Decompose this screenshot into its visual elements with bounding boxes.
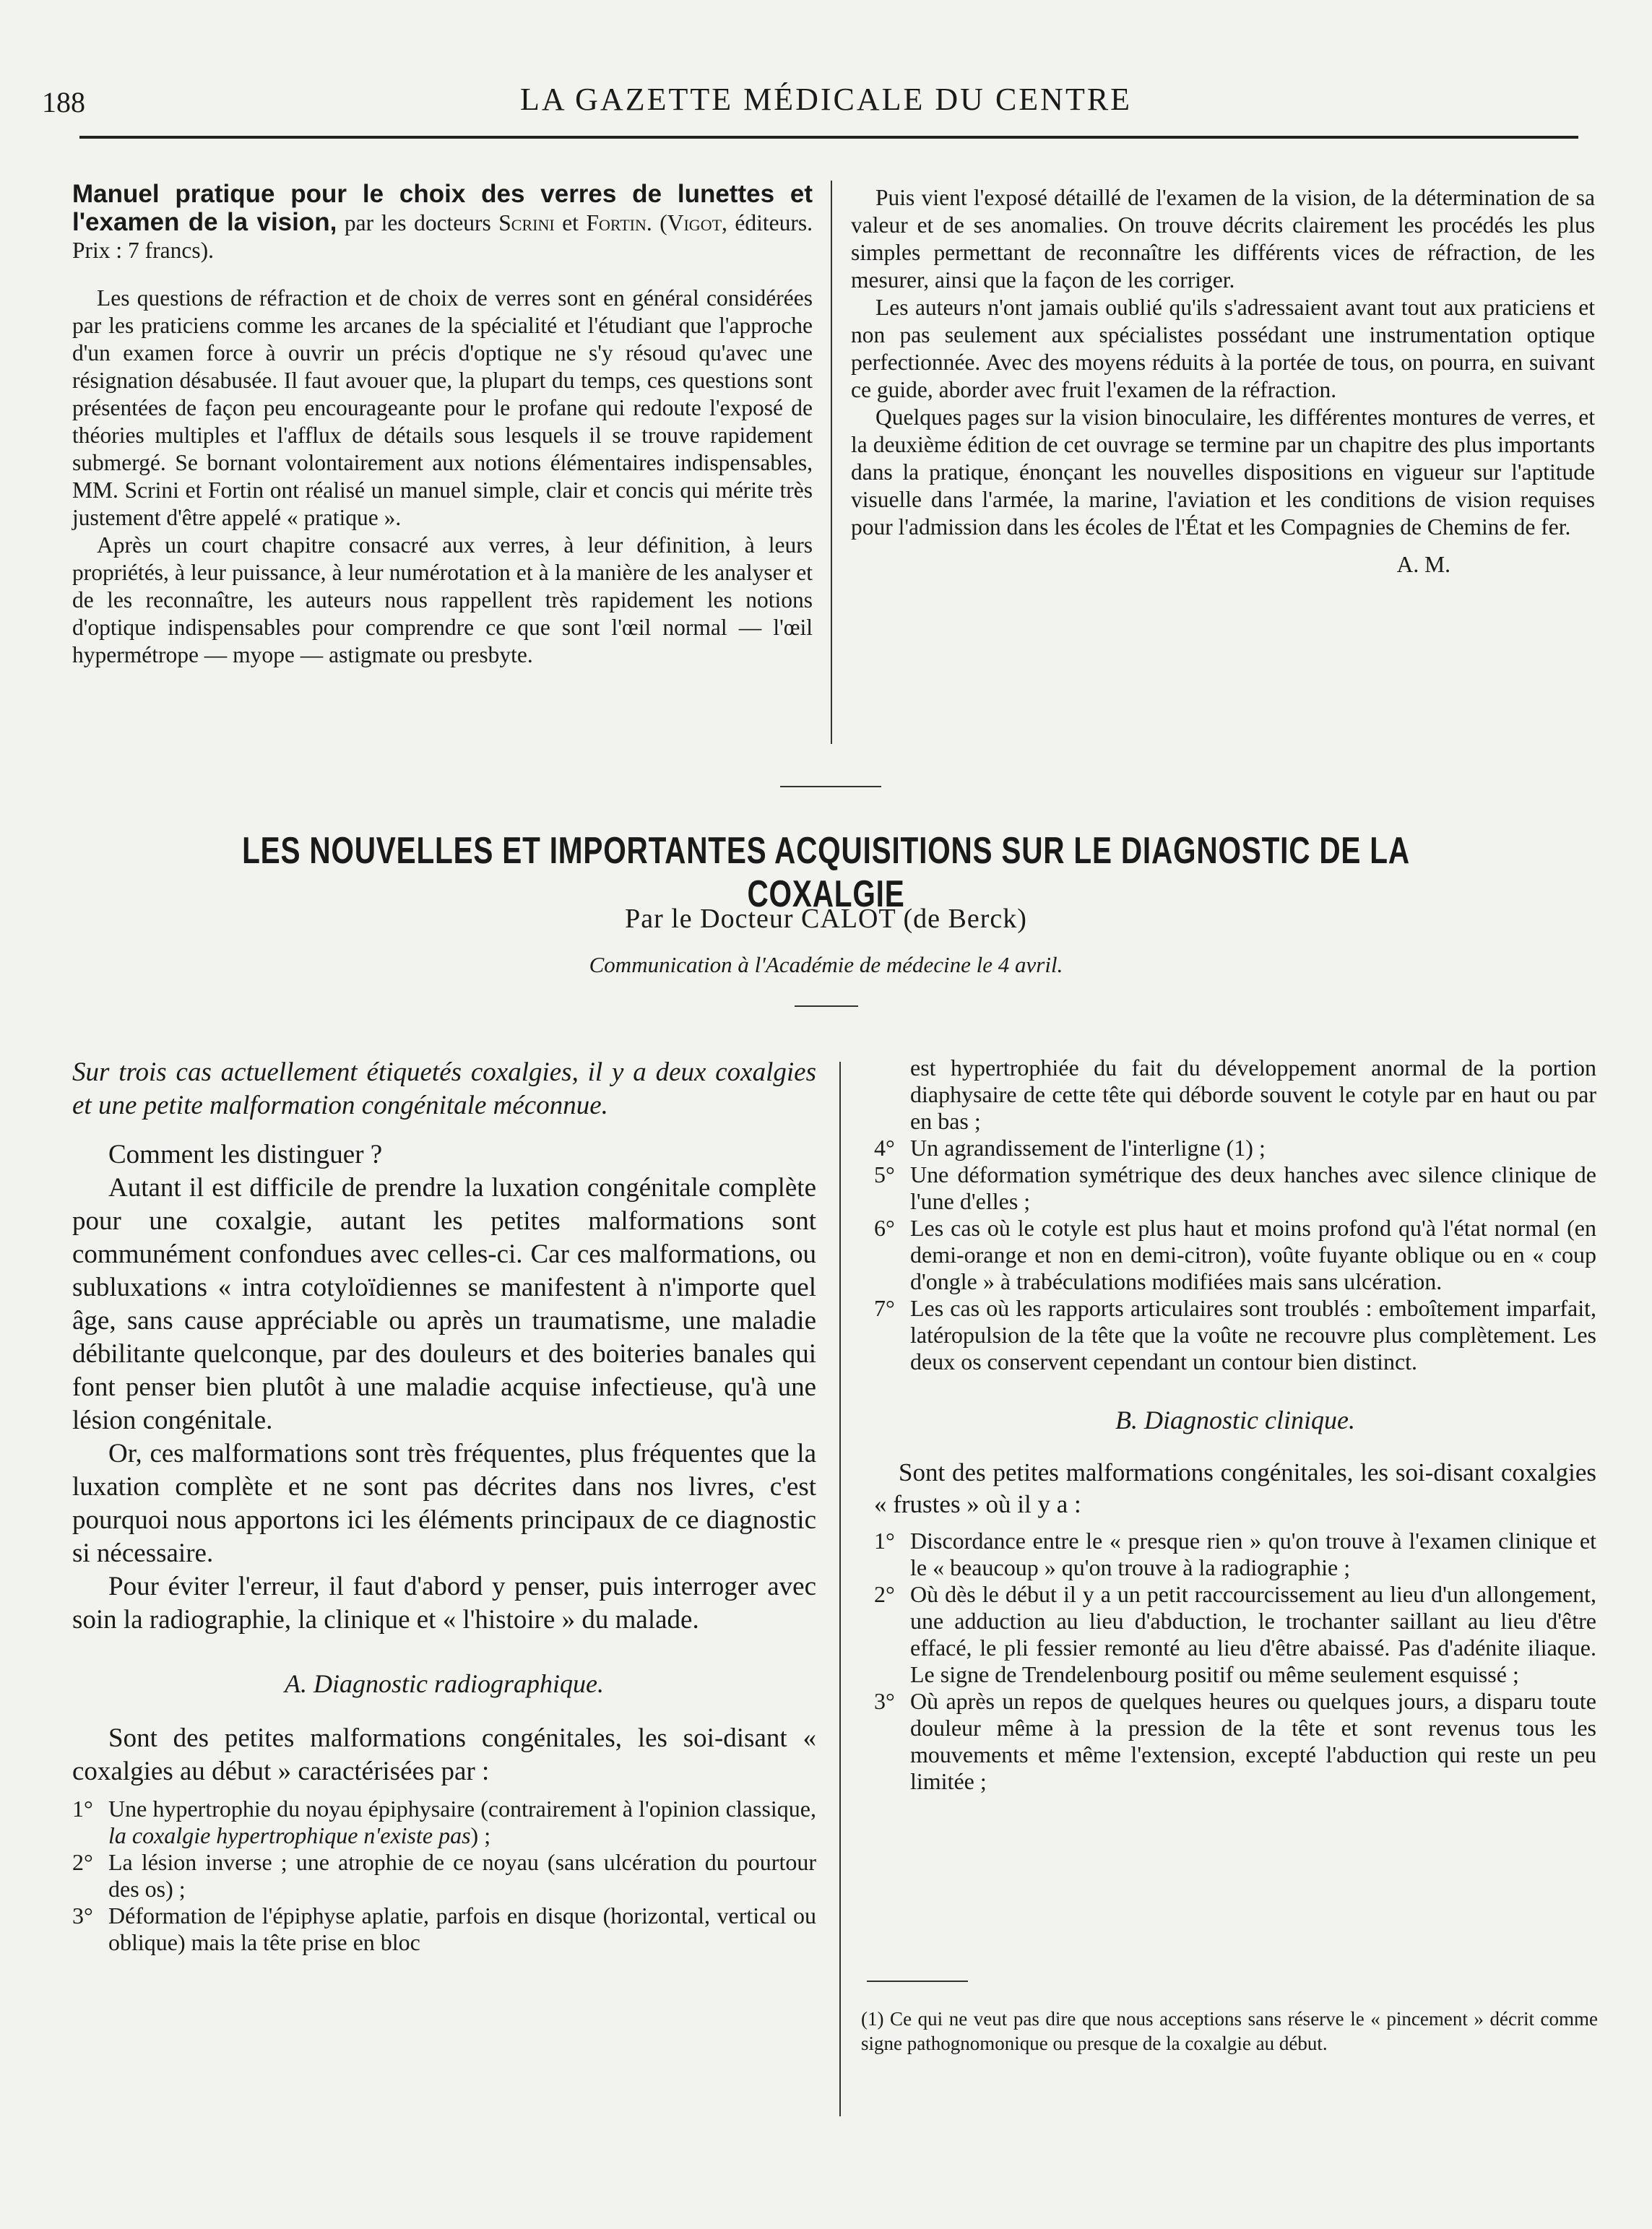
list-item: 2° La lésion inverse ; une atrophie de ce noyau (sans ulcération du pourtour des os) ; xyxy=(72,1849,816,1902)
list-item: 4° Un agrandissement de l'interligne (1) ; xyxy=(874,1135,1266,1161)
section-a-heading: A. Diagnostic radiographique. xyxy=(285,1669,604,1698)
section-b-intro: Sont des petites malformations congénitales, les soi-disant coxalgies « frustes » où il y a : xyxy=(874,1458,1596,1518)
article-paragraph: Autant il est difficile de prendre la luxation congénitale complète pour une coxalgie, autant les petites malformations sont communément confondues avec celles-ci. Car ces malformations, ou subluxations « intra cotyloïdiennes se manifestent à n'importe quel âge, sans cause appréciable ou après un traumatisme, une maladie débilitante quelconque, par des douleurs et des boiteries banales qui font penser bien plutôt à une maladie acquise infectieuse, qu'à une lésion congénitale. xyxy=(72,1173,816,1435)
article-lead: Sur trois cas actuellement étiquetés coxalgies, il y a deux coxalgies et une petite malformation congénitale méconnue. xyxy=(72,1057,816,1120)
list-item-continuation: est hypertrophiée du fait du développement anormal de la portion diaphysaire de cette tête qui déborde souvent le cotyle par en haut ou par en bas ; xyxy=(910,1055,1596,1134)
author-scrini: Scrini xyxy=(498,210,555,235)
column-divider xyxy=(831,181,832,744)
footnote: (1) Ce qui ne veut pas dire que nous acceptions sans réserve le « pincement » décrit comme signe pathognomonique ou presque de la coxalgie au début. xyxy=(861,2008,1598,2054)
list-item: 1° Une hypertrophie du noyau épiphysaire (contrairement à l'opinion classique, la coxalgie hypertrophique n'existe pas) ; xyxy=(72,1796,816,1848)
list-item: 7° Les cas où les rapports articulaires sont troublés : emboîtement imparfait, latéropulsion de la tête que la voûte ne recouvre plus complètement. Les deux os conservent cependant un contour bien distinct. xyxy=(874,1295,1596,1375)
article-question: Comment les distinguer ? xyxy=(108,1140,383,1169)
separator-rule xyxy=(780,786,881,787)
review-heading: Manuel pratique pour le choix des verres de lunettes et l'examen de la vision, par les docteurs Scrini et Fortin. (Vigot, éditeurs. Prix : 7 francs). xyxy=(72,180,813,263)
review-left-column xyxy=(72,181,813,669)
list-item: 6° Les cas où le cotyle est plus haut et moins profond qu'à l'état normal (en demi-orange et non en demi-citron), voûte fuyante oblique ou en « coup d'ongle » à trabéculations modifiées mais sans ulcération. xyxy=(874,1215,1596,1294)
list-item: 5° Une déformation symétrique des deux hanches avec silence clinique de l'une d'elles ; xyxy=(874,1161,1596,1214)
article-communication: Communication à l'Académie de médecine le 4 avril. xyxy=(589,952,1063,977)
review-paragraph: Les questions de réfraction et de choix de verres sont en général considérées par les praticiens comme les arcanes de la spécialité et l'étudiant que l'approche d'un examen force à ouvrir un précis d'optique ne s'y résoud qu'avec une résignation désabusée. Il faut avouer que, la plupart du temps, ces questions sont présentées de façon peu encourageante pour le profane qui redoute l'exposé de théories multiples et l'afflux de détails sous lesquels il se trouve rapidement submergé. Se bornant volontairement aux notions élémentaires indispensables, MM. Scrini et Fortin ont réalisé un manuel simple, clair et concis qui mérite très justement d'être appelé « pratique ». xyxy=(72,285,813,530)
section-a-intro: Sont des petites malformations congénitales, les soi-disant « coxalgies au début » caractérisées par : xyxy=(72,1723,816,1786)
review-paragraph: Après un court chapitre consacré aux verres, à leur définition, à leurs propriétés, à leur puissance, à leur numérotation et à la manière de les analyser et de les reconnaître, les auteurs nous rappellent très rapidement les notions d'optique indispensables pour comprendre ce que sont l'œil normal — l'œil hypermétrope — myope — astigmate ou presbyte. xyxy=(72,532,813,667)
header-rule xyxy=(79,136,1578,139)
footnote-rule xyxy=(867,1981,968,1982)
separator-rule xyxy=(795,1005,858,1007)
review-right-column xyxy=(851,184,1595,579)
article-right-column xyxy=(874,1055,1596,1795)
section-a-list xyxy=(72,1796,816,1956)
article-byline: Par le Docteur CALOT (de Berck) xyxy=(625,904,1027,934)
book-title: Manuel pratique pour le choix des verres de lunettes et l'examen de la vision, xyxy=(72,180,813,236)
publisher: Vigot xyxy=(667,210,722,235)
author-fortin: Fortin xyxy=(586,210,646,235)
list-item: 3° Déformation de l'épiphyse aplatie, parfois en disque (horizontal, vertical ou oblique) mais la tête prise en bloc xyxy=(72,1903,816,1955)
article-paragraph: Pour éviter l'erreur, il faut d'abord y penser, puis interroger avec soin la radiographie, la clinique et « l'histoire » du malade. xyxy=(72,1572,816,1635)
page-number: 188 xyxy=(42,86,85,118)
article-left-column xyxy=(72,1056,816,1956)
list-item: 3° Où après un repos de quelques heures ou quelques jours, a disparu toute douleur même à la pression de la tête et sont revenus tous les mouvements et même l'extension, excepté l'abduction qui reste un peu limitée ; xyxy=(874,1688,1596,1794)
section-b-heading: B. Diagnostic clinique. xyxy=(1115,1406,1355,1434)
journal-title: LA GAZETTE MÉDICALE DU CENTRE xyxy=(519,82,1133,117)
review-paragraph: Les auteurs n'ont jamais oublié qu'ils s'adressaient avant tout aux praticiens et non pas seulement aux spécialistes possédant une instrumentation optique perfectionnée. Avec des moyens réduits à la portée de tous, on pourra, en suivant ce guide, aborder avec fruit l'examen de la réfraction. xyxy=(851,295,1595,402)
article-paragraph: Or, ces malformations sont très fréquentes, plus fréquentes que la luxation complète et ne sont pas décrites dans nos livres, c'est pourquoi nous apportons ici les éléments principaux de ce diagnostic si nécessaire. xyxy=(72,1439,816,1568)
column-divider xyxy=(839,1062,841,2116)
article-title: LES NOUVELLES ET IMPORTANTES ACQUISITIONS SUR LE DIAGNOSTIC DE LA COXALGIE xyxy=(242,830,1410,915)
review-signature: A. M. xyxy=(1396,552,1450,577)
list-item: 2° Où dès le début il y a un petit raccourcissement au lieu d'un allongement, une adduction au lieu d'abduction, le trochanter saillant au lieu d'être effacé, le pli fessier remonté au lieu d'être abaissé. Pas d'adénite iliaque. Le signe de Trendelenbourg positif ou même seulement esquissé ; xyxy=(874,1581,1596,1687)
list-item: 1° Discordance entre le « presque rien » qu'on trouve à l'examen clinique et le « beaucoup » qu'on trouve à la radiographie ; xyxy=(874,1528,1596,1580)
review-paragraph: Quelques pages sur la vision binoculaire, les différentes montures de verres, et la deuxième édition de cet ouvrage se termine par un chapitre des plus importants dans la pratique, énonçant les nouvelles dispositions en vigueur sur l'aptitude visuelle dans l'armée, la marine, l'aviation et les conditions de vision requises pour l'admission dans les écoles de l'État et les Compagnies de Chemins de fer. xyxy=(851,404,1595,540)
review-paragraph: Puis vient l'exposé détaillé de l'examen de la vision, de la détermination de sa valeur et de ses anomalies. On trouve décrits clairement les procédés les plus simples permettant de reconnaître les différents vices de réfraction, de les mesurer, ainsi que la façon de les corriger. xyxy=(851,185,1595,293)
